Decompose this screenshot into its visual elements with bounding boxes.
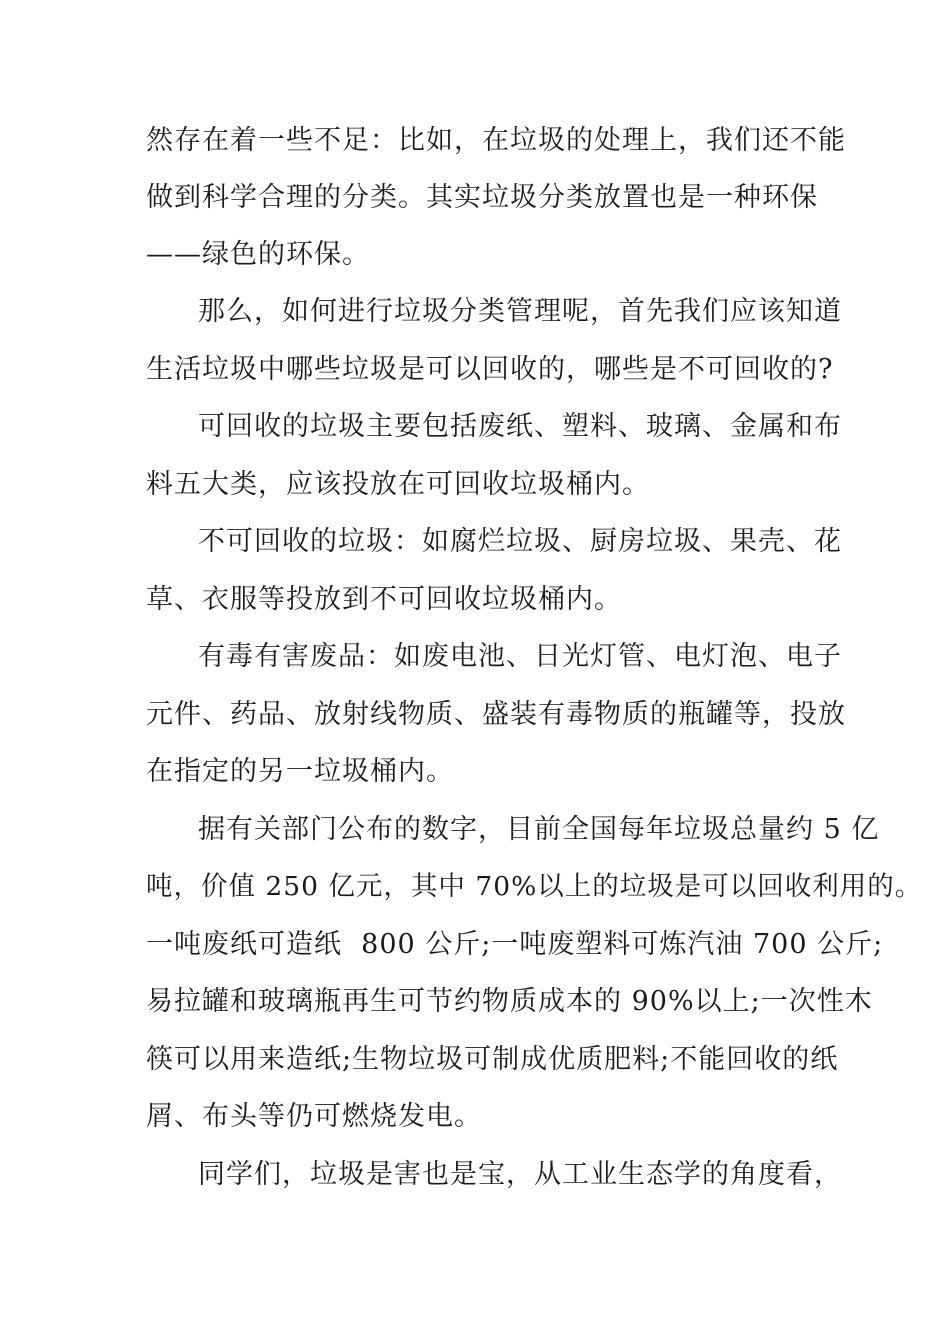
text-line: 易拉罐和玻璃瓶再生可节约物质成本的 90%以上;一次性木 xyxy=(146,986,873,1017)
text-line: 草、衣服等投放到不可回收垃圾桶内。 xyxy=(146,584,622,615)
paragraph-start-line: 据有关部门公布的数字，目前全国每年垃圾总量约 5 亿 xyxy=(198,814,880,845)
text-line: 在指定的另一垃圾桶内。 xyxy=(146,756,454,787)
text-line: 做到科学合理的分类。其实垃圾分类放置也是一种环保 xyxy=(146,182,818,213)
paragraph-start-line: 不可回收的垃圾：如腐烂垃圾、厨房垃圾、果壳、花 xyxy=(198,526,842,557)
text-line: 生活垃圾中哪些垃圾是可以回收的，哪些是不可回收的? xyxy=(146,354,834,385)
text-line: 料五大类，应该投放在可回收垃圾桶内。 xyxy=(146,469,650,500)
text-line: ——绿色的环保。 xyxy=(146,239,370,270)
text-line: 吨，价值 250 亿元，其中 70%以上的垃圾是可以回收利用的。 xyxy=(146,871,923,902)
text-line: 元件、药品、放射线物质、盛装有毒物质的瓶罐等，投放 xyxy=(146,699,846,730)
paragraph-start-line: 那么，如何进行垃圾分类管理呢，首先我们应该知道 xyxy=(198,296,842,327)
text-line: 然存在着一些不足：比如，在垃圾的处理上，我们还不能 xyxy=(146,125,846,156)
text-line: 一吨废纸可造纸 800 公斤;一吨废塑料可炼汽油 700 公斤; xyxy=(146,929,884,960)
paragraph-start-line: 同学们，垃圾是害也是宝，从工业生态学的角度看， xyxy=(198,1159,842,1190)
text-line: 屑、布头等仍可燃烧发电。 xyxy=(146,1101,482,1132)
paragraph-start-line: 可回收的垃圾主要包括废纸、塑料、玻璃、金属和布 xyxy=(198,411,842,442)
paragraph-start-line: 有毒有害废品：如废电池、日光灯管、电灯泡、电子 xyxy=(198,641,842,672)
text-line: 筷可以用来造纸;生物垃圾可制成优质肥料;不能回收的纸 xyxy=(146,1044,839,1075)
